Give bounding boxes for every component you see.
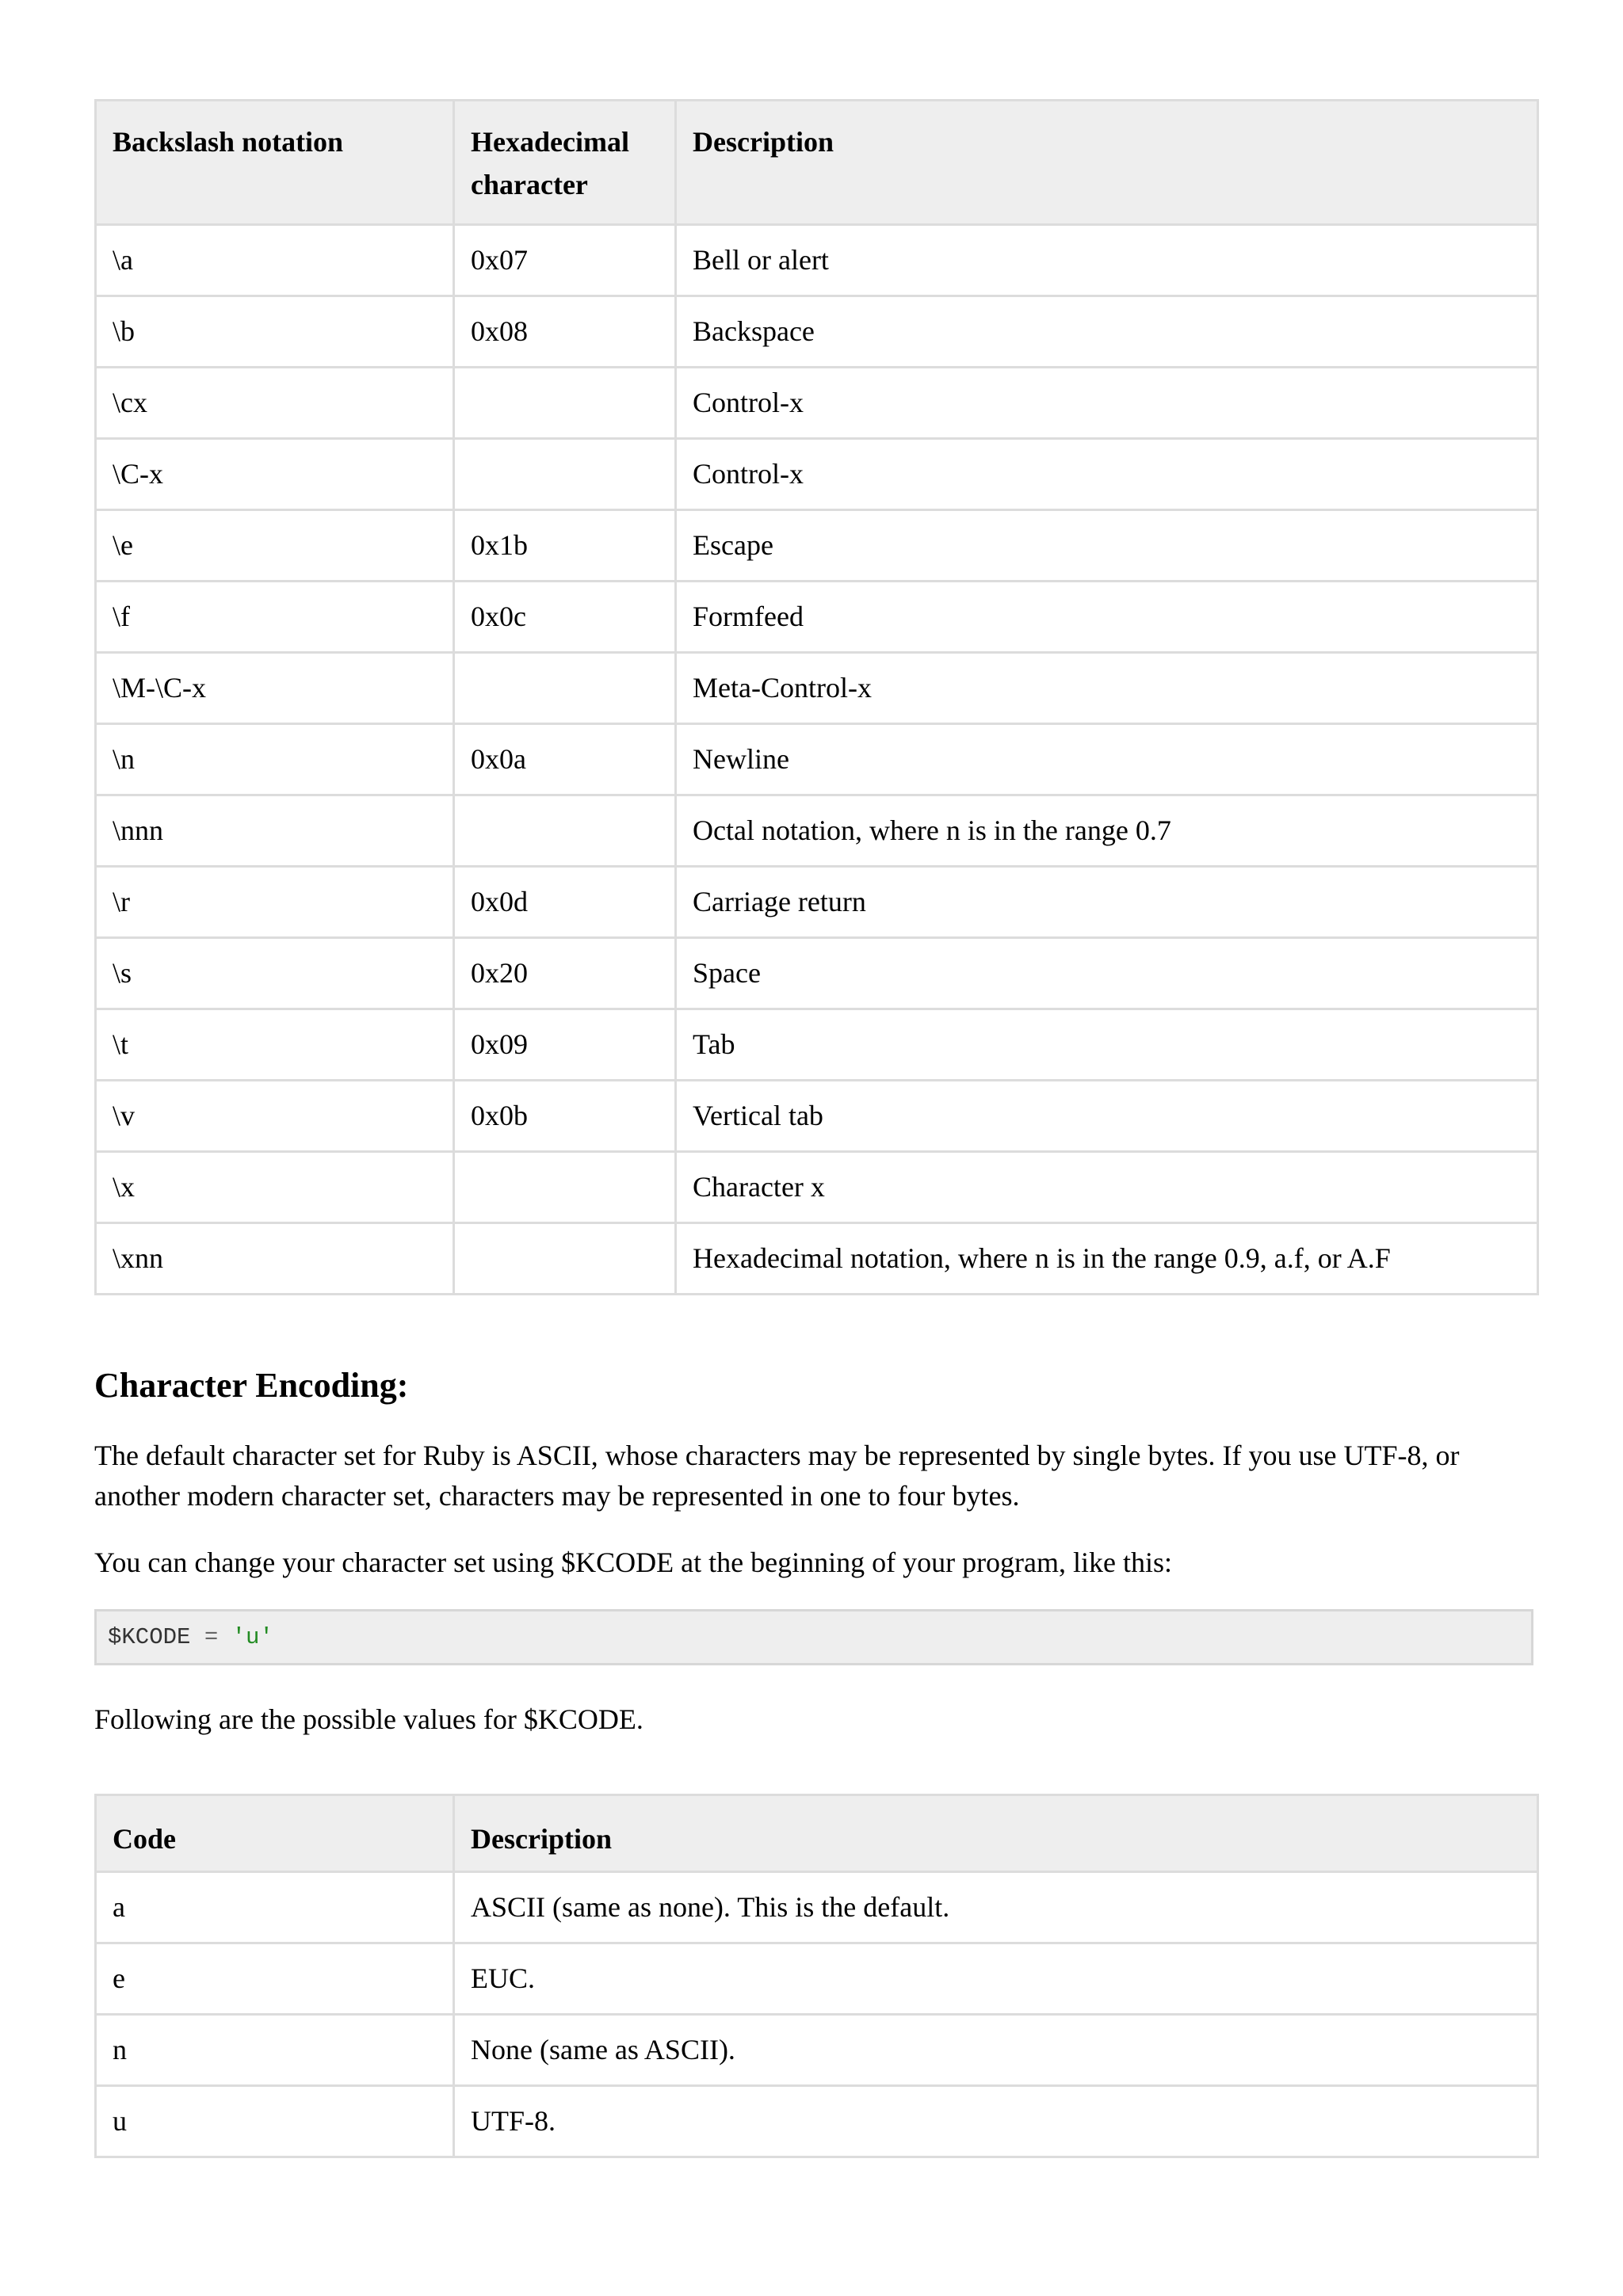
cell-description: ASCII (same as none). This is the default.: [454, 1872, 1538, 1943]
cell-backslash-notation: \x: [96, 1152, 454, 1223]
cell-hex-character: [454, 795, 676, 867]
cell-description: EUC.: [454, 1943, 1538, 2015]
cell-hex-character: 0x0a: [454, 724, 676, 795]
cell-backslash-notation: \n: [96, 724, 454, 795]
document-page: [94, 99, 1537, 2158]
code-string: 'u': [231, 1624, 273, 1650]
table-row: [96, 296, 1538, 368]
table-row: [96, 2086, 1538, 2157]
cell-description: None (same as ASCII).: [454, 2015, 1538, 2086]
cell-hex-character: [454, 439, 676, 510]
cell-hex-character: [454, 653, 676, 724]
table-row: [96, 795, 1538, 867]
table-row: [96, 1223, 1538, 1295]
cell-description: Newline: [676, 724, 1538, 795]
cell-backslash-notation: \M-\C-x: [96, 653, 454, 724]
cell-description: Hexadecimal notation, where n is in the range 0.9, a.f, or A.F: [676, 1223, 1538, 1295]
table-row: [96, 867, 1538, 938]
column-header-description: Description: [454, 1795, 1538, 1872]
section-heading: Character Encoding:: [94, 1366, 409, 1405]
cell-backslash-notation: \t: [96, 1009, 454, 1081]
table-row: [96, 653, 1538, 724]
cell-backslash-notation: \f: [96, 582, 454, 653]
escape-sequences-table: [94, 99, 1539, 1295]
cell-description: Vertical tab: [676, 1081, 1538, 1152]
cell-hex-character: 0x1b: [454, 510, 676, 582]
cell-hex-character: 0x0c: [454, 582, 676, 653]
cell-backslash-notation: \xnn: [96, 1223, 454, 1295]
cell-description: Control-x: [676, 439, 1538, 510]
cell-backslash-notation: \e: [96, 510, 454, 582]
cell-backslash-notation: \s: [96, 938, 454, 1009]
table-row: [96, 2015, 1538, 2086]
table-row: [96, 1872, 1538, 1943]
column-header-hex: Hexadecimal character: [454, 101, 676, 225]
cell-description: Backspace: [676, 296, 1538, 368]
cell-code: a: [96, 1872, 454, 1943]
table-row: [96, 938, 1538, 1009]
table-row: [96, 1152, 1538, 1223]
cell-description: UTF-8.: [454, 2086, 1538, 2157]
cell-code: u: [96, 2086, 454, 2157]
kcode-values-table: [94, 1794, 1539, 2158]
cell-backslash-notation: \r: [96, 867, 454, 938]
cell-code: n: [96, 2015, 454, 2086]
cell-hex-character: 0x0d: [454, 867, 676, 938]
cell-description: Escape: [676, 510, 1538, 582]
cell-backslash-notation: \C-x: [96, 439, 454, 510]
paragraph-possible-values: Following are the possible values for $KCODE.: [94, 1703, 643, 1735]
table-row: [96, 439, 1538, 510]
cell-backslash-notation: \b: [96, 296, 454, 368]
column-header-backslash: Backslash notation: [96, 101, 454, 225]
cell-hex-character: 0x09: [454, 1009, 676, 1081]
cell-description: Control-x: [676, 368, 1538, 439]
cell-description: Space: [676, 938, 1538, 1009]
table-row: [96, 1009, 1538, 1081]
column-header-description: Description: [676, 101, 1538, 225]
cell-description: Character x: [676, 1152, 1538, 1223]
escape-table-body: [96, 225, 1538, 1295]
cell-backslash-notation: \a: [96, 225, 454, 296]
code-block: [94, 1609, 1533, 1665]
table-header-row: [96, 1795, 1538, 1872]
cell-description: Meta-Control-x: [676, 653, 1538, 724]
cell-description: Carriage return: [676, 867, 1538, 938]
cell-description: Octal notation, where n is in the range 0.7: [676, 795, 1538, 867]
table-row: [96, 510, 1538, 582]
code-variable: $KCODE: [108, 1624, 191, 1650]
cell-description: Tab: [676, 1009, 1538, 1081]
cell-hex-character: [454, 368, 676, 439]
code-operator: =: [204, 1624, 219, 1650]
paragraph-default-charset: The default character set for Ruby is ASCII, whose characters may be represented by single bytes. If you use UTF-8, or another modern character set, characters may be represented in one to four bytes.: [94, 1440, 1460, 1512]
column-header-code: Code: [96, 1795, 454, 1872]
cell-hex-character: [454, 1152, 676, 1223]
cell-hex-character: 0x07: [454, 225, 676, 296]
table-row: [96, 225, 1538, 296]
table-row: [96, 582, 1538, 653]
cell-backslash-notation: \nnn: [96, 795, 454, 867]
cell-description: Formfeed: [676, 582, 1538, 653]
table-header-row: [96, 101, 1538, 225]
cell-hex-character: 0x0b: [454, 1081, 676, 1152]
cell-hex-character: 0x08: [454, 296, 676, 368]
table-row: [96, 1081, 1538, 1152]
table-row: [96, 724, 1538, 795]
cell-hex-character: [454, 1223, 676, 1295]
cell-hex-character: 0x20: [454, 938, 676, 1009]
cell-code: e: [96, 1943, 454, 2015]
code-table-body: [96, 1872, 1538, 2157]
cell-description: Bell or alert: [676, 225, 1538, 296]
cell-backslash-notation: \v: [96, 1081, 454, 1152]
table-row: [96, 1943, 1538, 2015]
table-row: [96, 368, 1538, 439]
cell-backslash-notation: \cx: [96, 368, 454, 439]
paragraph-change-charset: You can change your character set using $KCODE at the beginning of your program, like this:: [94, 1547, 1173, 1578]
